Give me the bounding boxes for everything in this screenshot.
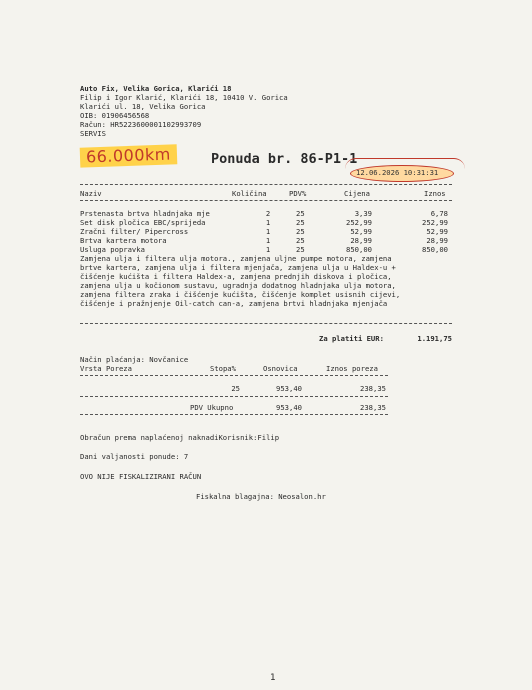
prepared-by: Obračun prema naplaćenoj naknadiKorisnik:Filip — [80, 433, 280, 442]
col-header-amount: Iznos — [424, 189, 446, 198]
total-value: 1.191,75 — [417, 334, 452, 343]
item-vat: 25 — [296, 209, 305, 218]
item-vat: 25 — [296, 245, 305, 254]
col-header-name: Naziv — [80, 189, 102, 198]
offer-validity: Dani valjanosti ponude: 7 — [80, 452, 189, 461]
item-name: Set disk pločica EBC/sprijeda — [80, 218, 206, 227]
item-name: Prstenasta brtva hladnjaka mje — [80, 209, 210, 218]
divider — [80, 396, 388, 397]
description-line: brtve kartera, zamjena ulja i filtera mjenjača, zamjena ulja u Haldex-u + — [80, 263, 396, 272]
item-amount: 6,78 — [430, 209, 448, 218]
item-amount: 252,99 — [422, 218, 448, 227]
item-price: 28,99 — [350, 236, 372, 245]
col-header-vat: PDV% — [289, 189, 307, 198]
divider — [80, 414, 388, 415]
tax-col-rate: Stopa% — [210, 364, 236, 373]
company-address: Klarići ul. 18, Velika Gorica — [80, 102, 206, 111]
item-name: Usluga popravka — [80, 245, 145, 254]
divider — [80, 375, 388, 376]
document-date: 12.06.2026 10:31:31 — [356, 168, 439, 177]
tax-total-base: 953,40 — [276, 403, 302, 412]
item-vat: 25 — [296, 236, 305, 245]
description-line: čišćenje i pražnjenje Oil-catch can-a, zamjena brtvi hladnjaka mjenjača — [80, 299, 388, 308]
item-name: Brtva kartera motora — [80, 236, 167, 245]
item-amount: 52,99 — [426, 227, 448, 236]
item-qty: 1 — [265, 218, 271, 227]
item-qty: 1 — [265, 236, 271, 245]
tax-base: 953,40 — [276, 384, 302, 393]
col-header-price: Cijena — [344, 189, 370, 198]
tax-rate: 25 — [231, 384, 240, 393]
fiscal-note: OVO NIJE FISKALIZIRANI RAČUN — [80, 472, 202, 481]
item-amount: 850,00 — [422, 245, 448, 254]
col-header-qty: Količina — [232, 189, 267, 198]
fiscal-register: Fiskalna blagajna: Neosalon.hr — [196, 492, 326, 501]
description-line: čišćenje kućišta i filtera Haldex-a, zamjena prednjih diskova i pločica, — [80, 272, 392, 281]
description-line: zamjena ulja u kočionom sustavu, ugradnja dodatnog hladnjaka ulja motora, — [80, 281, 396, 290]
item-vat: 25 — [296, 218, 305, 227]
divider — [80, 200, 452, 201]
company-owners: Filip i Igor Klarić, Klarići 18, 10410 V. Gorica — [80, 93, 288, 102]
item-qty: 1 — [265, 245, 271, 254]
item-qty: 1 — [265, 227, 271, 236]
company-name: Auto Fix, Velika Gorica, Klarići 18 — [80, 84, 232, 93]
handwritten-mileage-note: 66.000km — [80, 144, 177, 167]
item-price: 3,39 — [354, 209, 372, 218]
payment-method: Način plaćanja: Novčanice — [80, 355, 189, 364]
divider — [80, 323, 452, 324]
tax-total-label: PDV Ukupno — [190, 403, 234, 412]
tax-col-base: Osnovica — [263, 364, 298, 373]
item-qty: 2 — [265, 209, 271, 218]
item-amount: 28,99 — [426, 236, 448, 245]
description-line: zamjena filtera zraka i čišćenje kućišta, čišćenje komplet usisnih cijevi, — [80, 290, 401, 299]
company-type: SERVIS — [80, 129, 106, 138]
page-number: 1 — [270, 673, 276, 683]
total-label: Za platiti EUR: — [319, 334, 384, 343]
item-vat: 25 — [296, 227, 305, 236]
tax-col-type: Vrsta Poreza — [80, 364, 132, 373]
tax-amount: 238,35 — [360, 384, 386, 393]
item-price: 252,99 — [346, 218, 372, 227]
company-account: Račun: HR5223600001102993709 — [80, 120, 202, 129]
tax-total-amount: 238,35 — [360, 403, 386, 412]
divider — [80, 184, 452, 185]
item-price: 52,99 — [350, 227, 372, 236]
tax-col-amount: Iznos poreza — [326, 364, 378, 373]
item-price: 850,00 — [346, 245, 372, 254]
document-title: Ponuda br. 86-P1-1 — [211, 151, 358, 167]
company-oib: OIB: 01906456568 — [80, 111, 150, 120]
item-name: Zračni filter/ Pipercross — [80, 227, 189, 236]
description-line: Zamjena ulja i filtera ulja motora., zamjena uljne pumpe motora, zamjena — [80, 254, 392, 263]
